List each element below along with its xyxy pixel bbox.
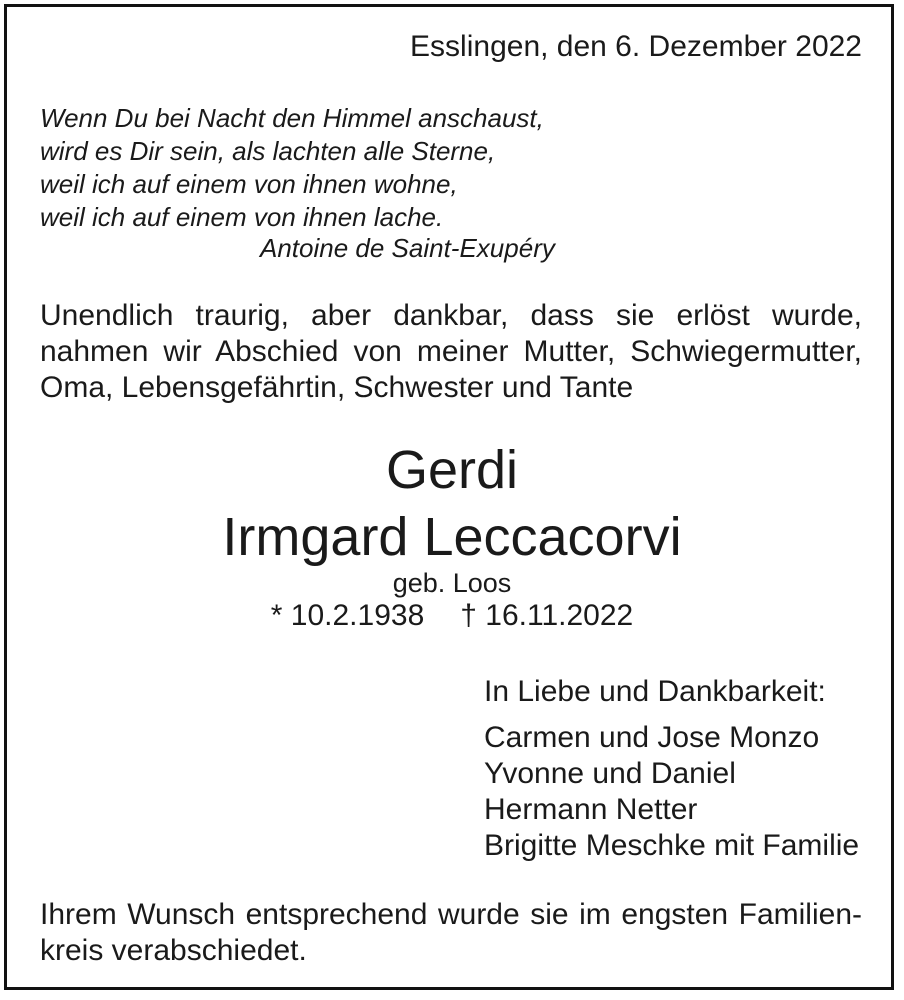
- mourner-name: Hermann Netter: [484, 793, 698, 826]
- intro-line: nahmen wir Abschied von meiner Mutter, Schwiegermutter,: [40, 335, 862, 368]
- intro-text: [40, 298, 862, 406]
- quote-line: weil ich auf einem von ihnen wohne,: [40, 169, 458, 199]
- intro-line: Oma, Lebensgefährtin, Schwester und Tante: [40, 371, 634, 404]
- quote-line: wird es Dir sein, als lachten alle Sterne,: [40, 136, 496, 166]
- deceased-maiden-name: geb. Loos: [392, 568, 512, 598]
- quote-line: Wenn Du bei Nacht den Himmel anschaust,: [40, 103, 544, 133]
- quote-line: weil ich auf einem von ihnen lache.: [40, 202, 444, 232]
- closing-line: kreis verabschiedet.: [40, 934, 307, 967]
- closing-text: [40, 897, 862, 969]
- mourner-name: Brigitte Meschke mit Familie: [484, 829, 860, 862]
- mourners-block: [484, 674, 859, 864]
- mourner-name: Carmen und Jose Monzo: [484, 721, 820, 754]
- death-date: † 16.11.2022: [460, 599, 634, 632]
- quote-author: Antoine de Saint-Exupéry: [260, 233, 555, 263]
- intro-line: Unendlich traurig, aber dankbar, dass sie erlöst wurde,: [40, 299, 862, 332]
- deceased-first-name: Gerdi: [385, 440, 519, 500]
- deceased-full-name: Irmgard Leccacorvi: [222, 507, 682, 567]
- poem-quote: [40, 102, 544, 234]
- closing-line: Ihrem Wunsch entsprechend wurde sie im engsten Familien-: [40, 898, 862, 931]
- mourners-heading: In Liebe und Dankbarkeit:: [484, 675, 826, 708]
- place-date: Esslingen, den 6. Dezember 2022: [410, 30, 862, 63]
- life-dates: [0, 598, 904, 634]
- birth-date: * 10.2.1938: [270, 599, 425, 632]
- mourner-name: Yvonne und Daniel: [484, 757, 736, 790]
